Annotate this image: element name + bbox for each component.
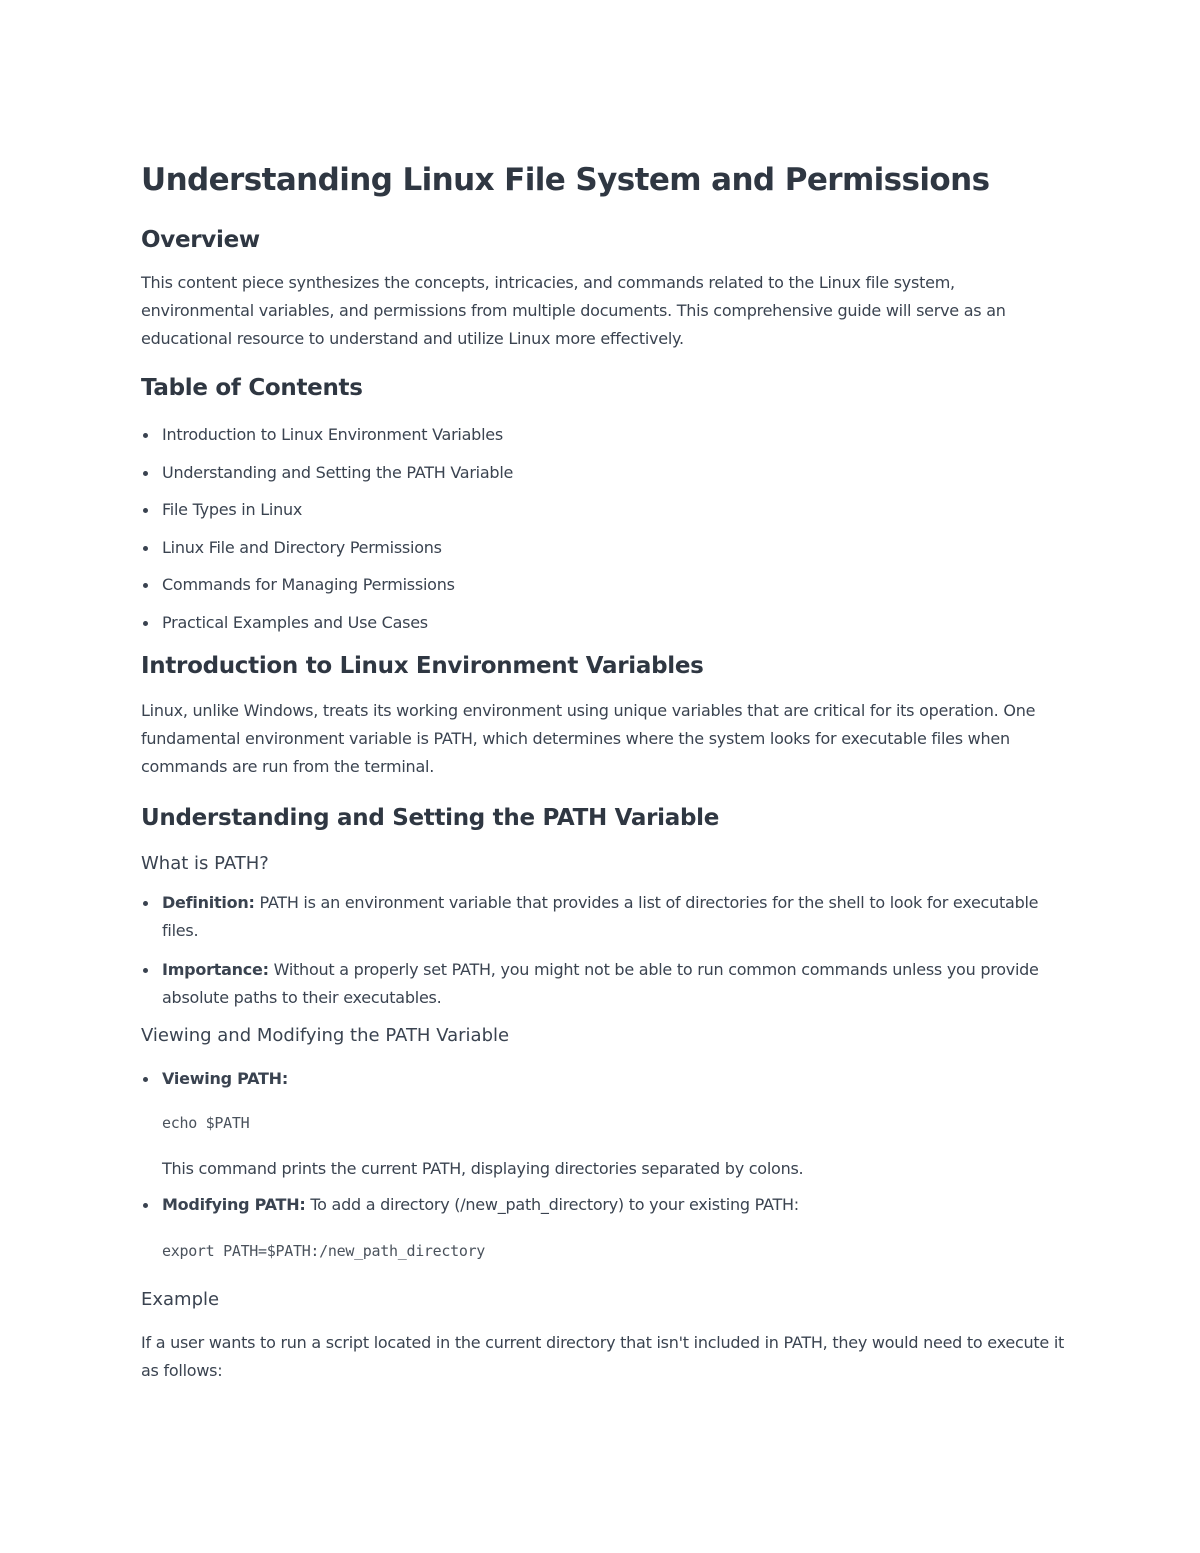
toc-item-commands: Commands for Managing Permissions <box>141 571 1066 599</box>
definition-text: PATH is an environment variable that provides a list of directories for the shell to look for executable files. <box>162 892 1039 940</box>
example-heading: Example <box>141 1288 220 1310</box>
toc-list <box>141 421 1066 637</box>
what-is-path-heading: What is PATH? <box>141 852 269 874</box>
echo-path-code: echo $PATH <box>162 1113 250 1132</box>
viewing-list <box>141 1065 1066 1263</box>
document-content <box>141 155 1066 1385</box>
modifying-path-item <box>141 1191 1066 1263</box>
overview-paragraph: This content piece synthesizes the concepts, intricacies, and commands related to the Linux file system, environmental variables, and permissions from multiple documents. This comprehensive guide will serve as an educational resource to understand and utilize Linux more effectively. <box>141 273 1006 348</box>
modifying-path-text: To add a directory (/new_path_directory) to your existing PATH: <box>305 1194 799 1214</box>
toc-item-examples: Practical Examples and Use Cases <box>141 609 1066 637</box>
viewing-path-label: Viewing PATH: <box>162 1068 288 1088</box>
toc-heading: Table of Contents <box>141 375 363 401</box>
example-paragraph: If a user wants to run a script located in the current directory that isn't included in PATH, they would need to execute it as follows: <box>141 1332 1065 1380</box>
toc-item-path-variable: Understanding and Setting the PATH Variable <box>141 459 1066 487</box>
toc-item-env-variables: Introduction to Linux Environment Variables <box>141 421 1066 449</box>
path-definition-list <box>141 889 1066 1012</box>
overview-heading: Overview <box>141 227 260 253</box>
importance-text: Without a properly set PATH, you might not be able to run common commands unless you provide absolute paths to their executables. <box>162 959 1039 1007</box>
viewing-modifying-heading: Viewing and Modifying the PATH Variable <box>141 1024 510 1046</box>
definition-item <box>141 889 1066 945</box>
definition-label: Definition: <box>162 892 255 912</box>
toc-item-file-types: File Types in Linux <box>141 496 1066 524</box>
echo-path-description: This command prints the current PATH, displaying directories separated by colons. <box>162 1158 804 1178</box>
path-section-heading: Understanding and Setting the PATH Variable <box>141 804 720 831</box>
viewing-path-item <box>141 1065 1066 1183</box>
intro-heading: Introduction to Linux Environment Variables <box>141 652 704 679</box>
modifying-path-label: Modifying PATH: <box>162 1194 306 1214</box>
importance-label: Importance: <box>162 959 269 979</box>
export-path-code: export PATH=$PATH:/new_path_directory <box>162 1241 486 1260</box>
document-title: Understanding Linux File System and Permissions <box>141 162 990 198</box>
importance-item <box>141 956 1066 1012</box>
toc-item-permissions: Linux File and Directory Permissions <box>141 534 1066 562</box>
intro-paragraph: Linux, unlike Windows, treats its working environment using unique variables that are critical for its operation. One fundamental environment variable is PATH, which determines where the system looks for executable files when commands are run from the terminal. <box>141 700 1036 776</box>
